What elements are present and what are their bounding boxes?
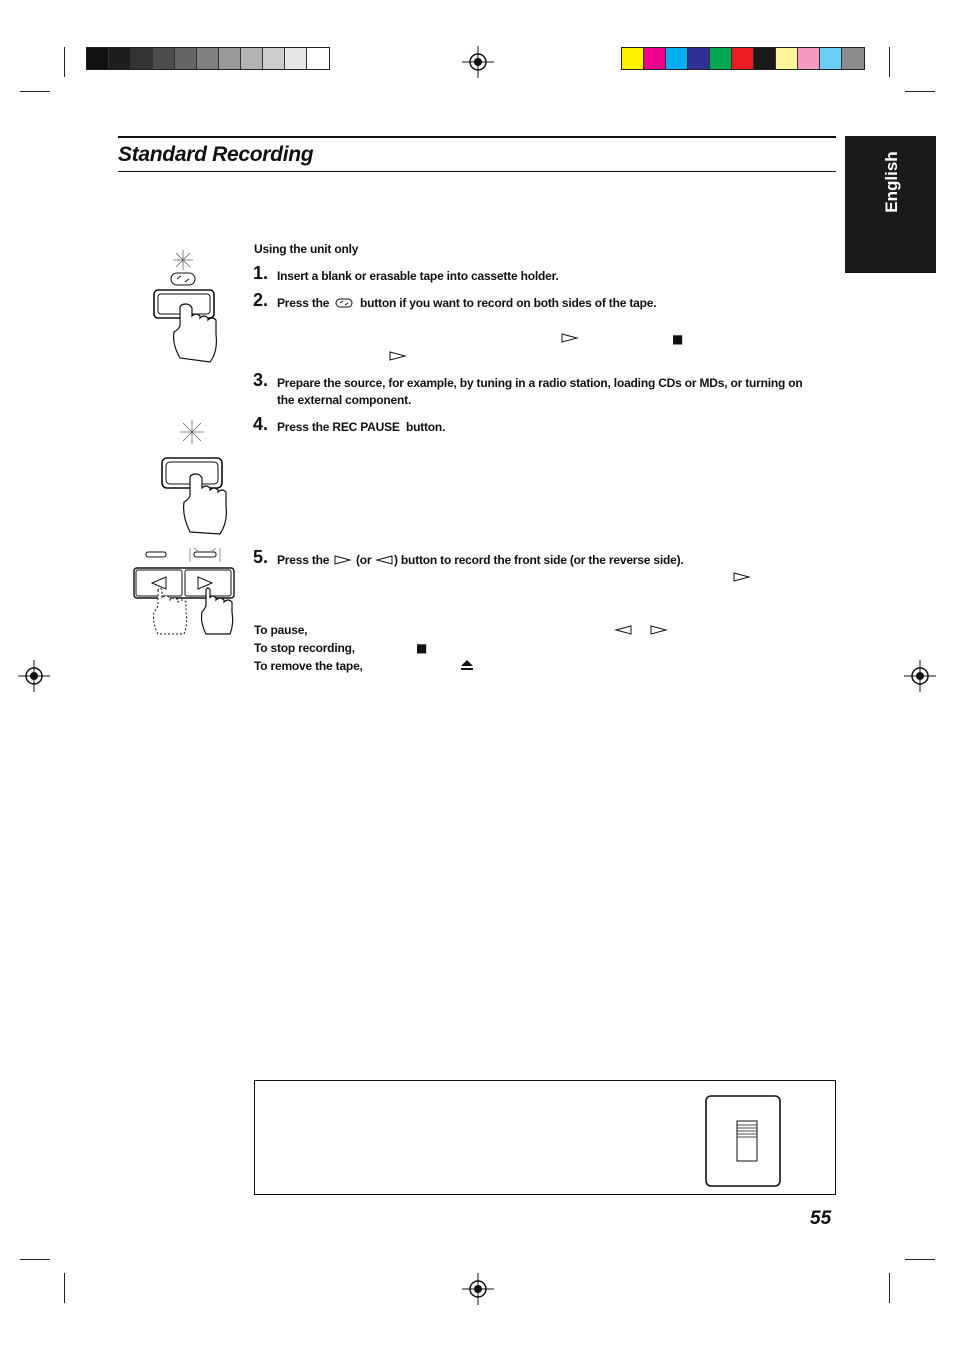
step-5-number: 5. (253, 547, 269, 567)
step-4-text: Press the REC PAUSE button. (277, 420, 446, 434)
stop-square-icon: ■ (672, 332, 684, 346)
step-5-text-b: (or (356, 553, 372, 567)
color-swatch (219, 48, 241, 69)
color-calibration-bar (621, 47, 865, 70)
registration-mark-icon (904, 660, 936, 692)
crop-mark (905, 91, 935, 92)
step-4-number: 4. (253, 414, 269, 434)
registration-mark-icon (462, 1273, 494, 1305)
color-swatch (754, 48, 776, 69)
step-1-text: Insert a blank or erasable tape into cassette holder. (277, 269, 559, 283)
language-tab (845, 136, 936, 273)
title-bottom-rule (118, 171, 836, 172)
color-swatch (732, 48, 754, 69)
step-3-text-line1: Prepare the source, for example, by tuning in a radio station, loading CDs or MDs, or turning on (277, 376, 803, 390)
crop-mark (905, 1259, 935, 1260)
crop-mark (20, 1259, 50, 1260)
color-swatch (131, 48, 153, 69)
rec-pause-button-illustration (158, 418, 228, 536)
color-swatch (263, 48, 285, 69)
color-swatch (197, 48, 219, 69)
color-swatch (87, 48, 109, 69)
crop-mark (889, 1273, 890, 1303)
color-swatch (109, 48, 131, 69)
play-reverse-triangle-icon (375, 555, 393, 565)
color-swatch (622, 48, 644, 69)
step-2-number: 2. (253, 290, 269, 310)
registration-mark-icon (18, 660, 50, 692)
color-swatch (153, 48, 175, 69)
color-swatch (241, 48, 263, 69)
language-tab-label: English (882, 151, 901, 213)
play-forward-triangle-icon (650, 625, 668, 635)
play-buttons-illustration (132, 546, 236, 638)
play-reverse-triangle-icon (614, 625, 632, 635)
page-number: 55 (810, 1208, 832, 1229)
color-swatch (307, 48, 329, 69)
title-top-rule (118, 136, 836, 138)
stop-recording-label: To stop recording, (254, 641, 355, 655)
step-2-text-before: Press the (277, 296, 330, 310)
eject-icon (461, 660, 473, 671)
step-3-text-line2: the external component. (277, 393, 412, 407)
color-swatch (776, 48, 798, 69)
color-swatch (644, 48, 666, 69)
color-swatch (842, 48, 864, 69)
color-swatch (285, 48, 307, 69)
registration-mark-icon (462, 46, 494, 78)
color-swatch (820, 48, 842, 69)
step-3-number: 3. (253, 370, 269, 390)
color-swatch (798, 48, 820, 69)
crop-mark (64, 1273, 65, 1303)
crop-mark (889, 47, 890, 77)
crop-mark (20, 91, 50, 92)
cassette-tab-illustration (705, 1095, 781, 1187)
step-2-text-after: button if you want to record on both sides of the tape. (360, 296, 657, 310)
color-swatch (666, 48, 688, 69)
page-title: Standard Recording (118, 143, 314, 166)
play-forward-triangle-icon (733, 572, 751, 582)
stop-square-icon: ■ (416, 641, 428, 655)
color-swatch (688, 48, 710, 69)
color-swatch (175, 48, 197, 69)
play-forward-triangle-icon (389, 351, 407, 361)
crop-mark (64, 47, 65, 77)
grayscale-calibration-bar (86, 47, 330, 70)
remove-tape-label: To remove the tape, (254, 659, 363, 673)
play-forward-triangle-icon (334, 555, 352, 565)
color-swatch (710, 48, 732, 69)
intro-label: Using the unit only (254, 242, 359, 256)
step-5-text-a: Press the (277, 553, 330, 567)
reverse-mode-icon (335, 298, 353, 308)
step-1-number: 1. (253, 263, 269, 283)
pause-label: To pause, (254, 623, 308, 637)
reverse-mode-button-illustration (150, 248, 220, 368)
step-5-text-c: ) button to record the front side (or the reverse side). (394, 553, 684, 567)
play-forward-triangle-icon (561, 333, 579, 343)
note-box (254, 1080, 836, 1195)
